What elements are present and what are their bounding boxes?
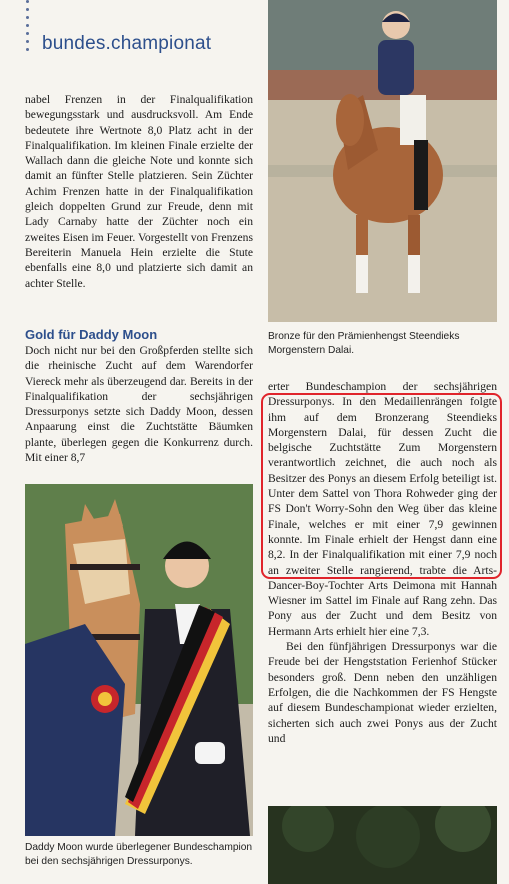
highlight-box [261, 393, 502, 579]
article-text-left-mid [25, 343, 253, 465]
caption-top-photo: Bronze für den Prämienhengst Steendieks Morgenstern Dalai. [268, 331, 460, 356]
photo-partial-bottom [268, 806, 497, 884]
subheading: Gold für Daddy Moon [25, 327, 158, 342]
caption-bottom-photo: Daddy Moon wurde überlegener Bundeschampion bei den sechsjährigen Dressurponys. [25, 842, 253, 867]
paragraph: Bei den fünfjährigen Dressurponys war die Freude bei der Hengststation Ferienhof Stücker besonders groß. Denn neben den unzähligen Erfolgen, die die Nachkommen der FS Hengste auf diesem Bundeschampionat wieder erzielten, sicherten sich auch zwei Ponys aus der Zucht und [268, 640, 497, 745]
article-text-left-top [25, 92, 253, 291]
photo-bronze-pony [268, 0, 497, 322]
decorative-dots [25, 0, 31, 60]
paragraph: nabel Frenzen in der Finalqualifikation bewegungsstark und ausdrucksvoll. Am Ende bedeutete ihre Wertnote 8,0 Platz acht in der Finalqualifikation. Im kleinen Finale erzielte der Wallach dann die gleiche Note und konnte sich damit an fünfter Stelle platzieren. Sein Züchter Achim Frenzen hatte in der Finalqualifikation gleich doppelten Grund zur Freude, denn mit Lady Carnaby hatte der Züchter noch ein zweites Eisen im Feuer. Vorgestellt von Frenzens Bereiterin Manuela Hein erzielte die Stute ebenfalls eine 8,0 und platzierte sich damit an achter Stelle. [25, 93, 253, 290]
section-title: bundes.championat [42, 33, 212, 54]
paragraph: Doch nicht nur bei den Großpferden stellte sich die rheinische Zucht auf dem Warendorfer Viereck mehr als überzeugend dar. Bereits in der Finalqualifikation der sechsjährigen Dressurponys setzte sich Daddy Moon, dessen Anpaarung einst die Zuchtstätte Bäumken plante, überlegen gegen die Konkurrenz durch. Mit einer 8,7 [25, 344, 253, 465]
paragraph: erter Bundeschampion der sechsjährigen Dressurponys. In den Medaillenrängen folgte ihm auf dem Bronzerang Steendieks Morgenstern Dalai, für dessen Zucht die belgische Zuchtstätte Zum Morgenstern verantwortlich zeichnet, die auch noch als Besitzer des Ponys an diesem Erfolg beteiligt ist. Unter dem Sattel von Thora Rohweder ging der FS Don't Worry-Sohn den Weg über das kleine Finale, welches er mit einer 7,9 gewinnen konnte. Im Finale erhielt der Hengst dann eine 8,2. In der Finalqualifikation mit einer 7,9 noch an zweiter Stelle rangierend, trabte die Arts-Dancer-Boy-Tochter Arts Deimona mit Hannah Wiesner im Sattel im Finale auf Rang zehn. Das Pony aus der Zucht und dem Besitz von Hermann Arts erhielt hier eine 7,3. [268, 380, 497, 638]
photo-daddy-moon [25, 484, 253, 836]
